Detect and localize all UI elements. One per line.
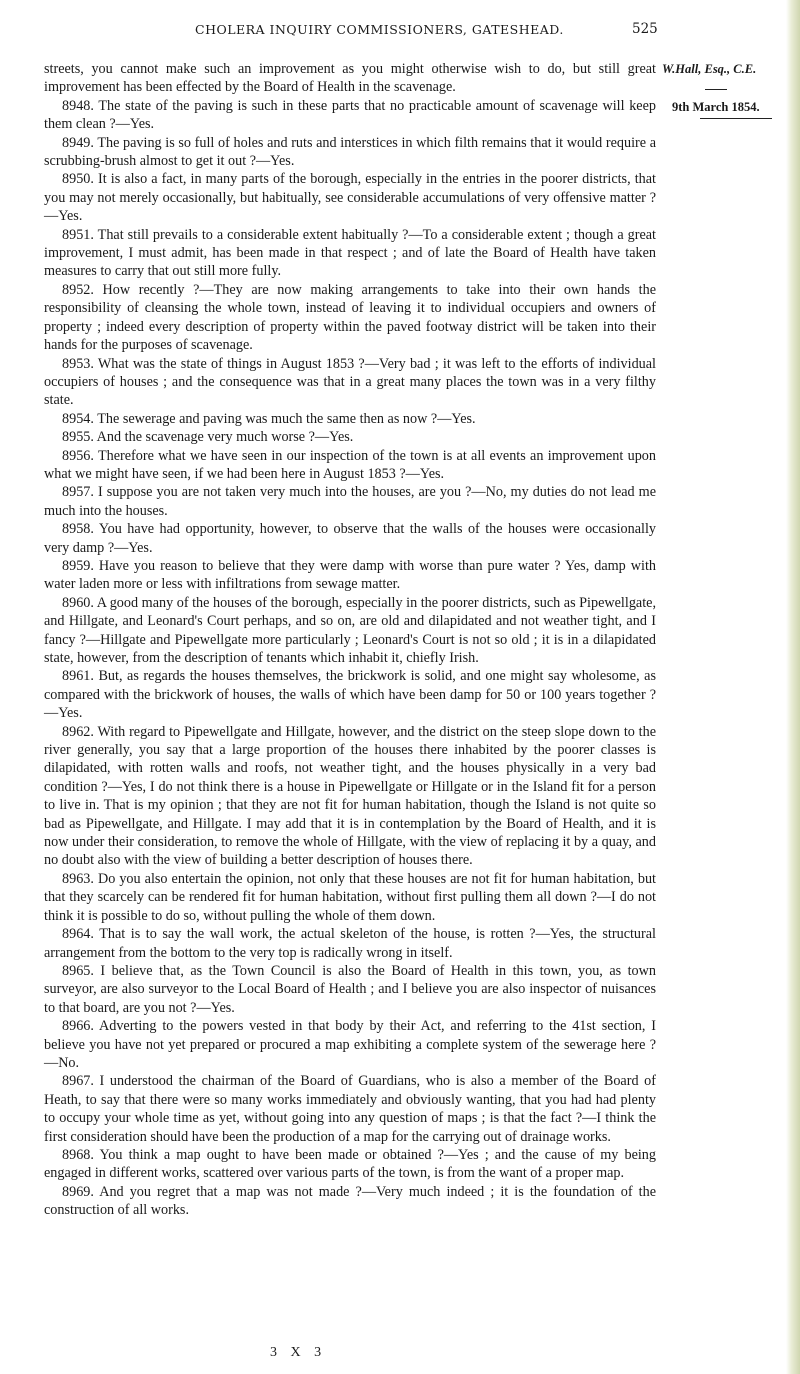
paragraph: 8962. With regard to Pipewellgate and Hillgate, however, and the district on the steep slope down to the river generally, you say that a large proportion of the houses there inhabited by the poorer classes is dilapidated, with rotten walls and roofs, not weather tight, and the houses physically in a very bad condition ?—Yes, I do not think there is a house in Pipewellgate or Hillgate or in the Island fit for a person to live in. That is my opinion ; that they are not fit for human habitation, though the Island is not quite so bad as Pipewellgate, and Hillgate. I may add that it is in contemplation by the Board of Health, and it is now under their consideration, to remove the whole of Hillgate, with the view of replacing it by a quay, and no doubt also with the view of building a better description of houses there. (44, 723, 656, 869)
paragraph: 8969. And you regret that a map was not made ?—Very much indeed ; it is the foundation of the construction of all works. (44, 1183, 656, 1219)
paragraph: 8953. What was the state of things in August 1853 ?—Very bad ; it was left to the efforts of individual occupiers of houses ; and the consequence was that in a great many places the town was in a very filthy state. (44, 355, 656, 409)
paragraph: 8959. Have you reason to believe that they were damp with worse than pure water ? Yes, damp with water laden more or less with infiltrations from sewage matter. (44, 557, 656, 593)
paragraph: 8948. The state of the paving is such in these parts that no practicable amount of scavenage will keep them clean ?—Yes. (44, 97, 656, 133)
paragraph: 8966. Adverting to the powers vested in that body by their Act, and referring to the 41st section, I believe you have not yet prepared or procured a map exhibiting a complete system of the sewerage here ?—No. (44, 1018, 656, 1071)
page-header (0, 14, 800, 40)
margin-witness-name: W.Hall, Esq., C.E. (662, 62, 757, 76)
paragraph: 8964. That is to say the wall work, the actual skeleton of the house, is rotten ?—Yes, the structural arrangement from the bottom to the very top is radically wrong in itself. (44, 926, 656, 961)
paragraph: 8956. Therefore what we have seen in our inspection of the town is at all events an improvement upon what we might have seen, if we had been here in August 1853 ?—Yes. (44, 447, 656, 482)
paragraph: 8950. It is also a fact, in many parts of the borough, especially in the entries in the poorer districts, that you may not merely occasionally, but habitually, see considerable accumulations of very offensive matter ?—Yes. (44, 171, 656, 225)
paragraph: 8960. A good many of the houses of the borough, especially in the poorer districts, such as Pipewellgate, and Hillgate, and Leonard's Court perhaps, and so on, are old and dilapidated and not weather tight, and I fancy ?—Hillgate and Pipewellgate more particularly ; Leonard's Court is not so old ; it is in a dilapidated state, however, from the description of tenants which inhabit it, chiefly Irish. (44, 594, 656, 666)
running-head: CHOLERA INQUIRY COMMISSIONERS, GATESHEAD. (195, 22, 564, 37)
margin-rule (700, 118, 772, 119)
paragraph: 8954. The sewerage and paving was much the same then as now ?—Yes. (62, 410, 476, 427)
margin-rule (705, 89, 727, 90)
paragraph: 8955. And the scavenage very much worse ?—Yes. (62, 429, 354, 446)
paragraph: 8961. But, as regards the houses themselves, the brickwork is solid, and one might say wholesome, as compared with the brickwork of houses, the walls of which have been damp for 50 or 100 years together ?—Yes. (44, 668, 656, 722)
page-edge-shadow (786, 0, 800, 1374)
page-number: 525 (632, 21, 658, 37)
paragraph: 8963. Do you also entertain the opinion, not only that these houses are not fit for human habitation, but that they scarcely can be rendered fit for human habitation, without first pulling them all down ?—I do not think it is possible to do so, without pulling the whole of them down. (44, 870, 656, 924)
paragraph: 8968. You think a map ought to have been made or obtained ?—Yes ; and the cause of my being engaged in different works, scattered over various parts of the town, is from the want of a proper map. (44, 1146, 656, 1182)
paragraph: 8949. The paving is so full of holes and ruts and interstices in which filth remains that it would require a scrubbing-brush almost to get it out ?—Yes. (44, 134, 656, 170)
paragraph: 8952. How recently ?—They are now making arrangements to take into their own hands the responsibility of cleansing the whole town, instead of leaving it to individual occupiers and owners of property ; indeed every description of property within the paved footway district will be taken into their hands for the purposes of scavenage. (44, 281, 656, 354)
paragraph: 8957. I suppose you are not taken very much into the houses, are you ?—No, my duties do not lead me much into the houses. (44, 484, 656, 519)
printer-signature-mark: 3 X 3 (270, 1345, 327, 1360)
paragraph: 8951. That still prevails to a considerable extent habitually ?—To a considerable extent ; though a great improvement, I must admit, has been made in that respect ; and of late the Board of Health have taken measures to carry that out still more fully. (44, 226, 656, 280)
paragraph: streets, you cannot make such an improvement as you might otherwise wish to do, but still great improvement has been effected by the Board of Health in the scavenage. (44, 61, 656, 96)
paragraph: 8958. You have had opportunity, however, to observe that the walls of the houses were occasionally very damp ?—Yes. (44, 521, 656, 556)
paragraph: 8965. I believe that, as the Town Council is also the Board of Health in this town, you, as town surveyor, are also surveyor to the Local Board of Health ; and I believe you are also inspector of nuisances to that board, are you not ?—Yes. (44, 962, 656, 1016)
paragraph: 8967. I understood the chairman of the Board of Guardians, who is also a member of the Board of Heath, to say that there were so many works immediately and obviously wanting, that you had had plenty to occupy your whole time as yet, without going into any question of maps ; is that the fact ?—I think the first consideration should have been the production of a map for the carrying out of drainage works. (44, 1073, 656, 1145)
testimony-body (44, 60, 656, 1220)
margin-date: 9th March 1854. (672, 100, 760, 114)
